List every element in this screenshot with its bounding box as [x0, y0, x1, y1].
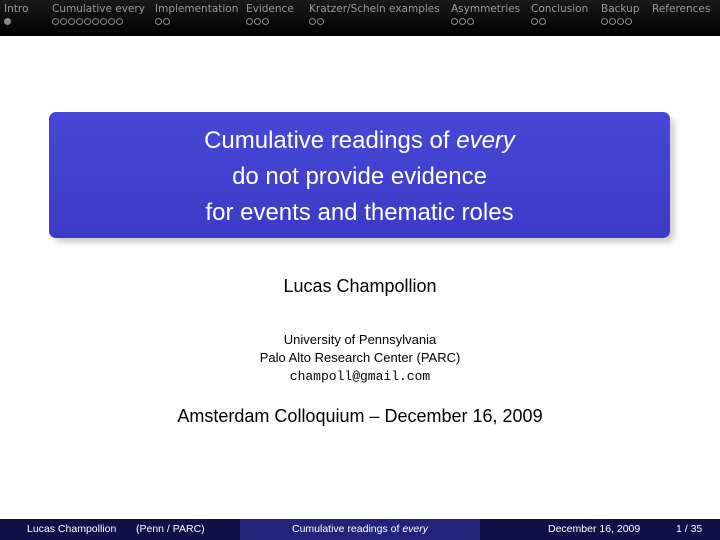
nav-section-cumulative-every[interactable]	[52, 3, 145, 27]
nav-section-implementation[interactable]	[155, 3, 238, 27]
title-prefix: Cumulative readings of	[204, 127, 457, 154]
nav-label-asymmetries: Asymmetries	[451, 3, 521, 15]
nav-dot-icon[interactable]	[108, 18, 115, 25]
title-block	[49, 112, 670, 238]
nav-section-asymmetries[interactable]	[451, 3, 520, 27]
footer-author: Lucas Champollion	[27, 523, 117, 535]
event-date: Amsterdam Colloquium – December 16, 2009	[177, 406, 543, 426]
footer-date-segment	[480, 519, 720, 540]
nav-label-implementation: Implementation	[155, 3, 239, 15]
institution-line-1: University of Pennsylvania	[283, 332, 437, 347]
footer-title-segment	[240, 519, 480, 540]
nav-section-references[interactable]	[652, 3, 710, 17]
nav-dot-icon[interactable]	[52, 18, 59, 25]
nav-dot-icon[interactable]	[601, 18, 608, 25]
nav-dot-icon[interactable]	[609, 18, 616, 25]
author-name: Lucas Champollion	[283, 276, 437, 296]
nav-dot-icon[interactable]	[451, 18, 458, 25]
title-line-1	[49, 123, 670, 159]
nav-dot-icon[interactable]	[155, 18, 162, 25]
institution-line-2: Palo Alto Research Center (PARC)	[259, 350, 461, 365]
institution-block	[0, 331, 720, 367]
title-emphasis: every	[456, 127, 515, 154]
nav-dot-icon[interactable]	[100, 18, 107, 25]
nav-section-kratzer-schein[interactable]	[309, 3, 440, 27]
nav-dots-cumulative-every	[52, 17, 145, 27]
nav-dots-asymmetries	[451, 17, 520, 27]
nav-dot-icon[interactable]	[68, 18, 75, 25]
nav-dots-kratzer-schein	[309, 17, 440, 27]
nav-dots-implementation	[155, 17, 238, 27]
nav-dot-icon[interactable]	[459, 18, 466, 25]
nav-dot-icon[interactable]	[84, 18, 91, 25]
nav-dot-icon[interactable]	[625, 18, 632, 25]
nav-dot-icon[interactable]	[60, 18, 67, 25]
footer-author-segment	[0, 519, 240, 540]
nav-dots-backup	[601, 17, 640, 27]
nav-label-evidence: Evidence	[246, 3, 294, 15]
author-email: champoll@gmail.com	[289, 369, 431, 384]
nav-dot-icon[interactable]	[254, 18, 261, 25]
title-line-2: do not provide evidence	[232, 163, 487, 190]
nav-section-backup[interactable]	[601, 3, 640, 27]
nav-dot-icon[interactable]	[4, 18, 11, 25]
nav-section-intro[interactable]	[4, 3, 28, 27]
nav-dot-icon[interactable]	[76, 18, 83, 25]
footer-affiliation: (Penn / PARC)	[136, 523, 205, 535]
nav-dot-icon[interactable]	[467, 18, 474, 25]
nav-dots-conclusion	[531, 17, 588, 27]
nav-label-intro: Intro	[4, 3, 29, 15]
nav-dot-icon[interactable]	[531, 18, 538, 25]
title-line-3: for events and thematic roles	[205, 199, 514, 226]
footer-date: December 16, 2009	[548, 523, 641, 535]
footer-page-number: 1 / 35	[676, 523, 703, 535]
nav-dot-icon[interactable]	[539, 18, 546, 25]
nav-dot-icon[interactable]	[317, 18, 324, 25]
nav-label-kratzer-schein: Kratzer/Schein examples	[309, 3, 440, 15]
nav-dots-intro	[4, 17, 28, 27]
footer	[0, 519, 720, 540]
nav-dot-icon[interactable]	[116, 18, 123, 25]
nav-dot-icon[interactable]	[246, 18, 253, 25]
footer-title-emphasis: every	[402, 523, 428, 535]
nav-dots-evidence	[246, 17, 294, 27]
nav-section-conclusion[interactable]	[531, 3, 588, 27]
nav-label-cumulative-every: Cumulative every	[52, 3, 145, 15]
nav-dot-icon[interactable]	[309, 18, 316, 25]
footer-title-prefix: Cumulative readings of	[292, 523, 403, 535]
navigation-bar	[0, 0, 720, 36]
nav-dot-icon[interactable]	[92, 18, 99, 25]
nav-dot-icon[interactable]	[262, 18, 269, 25]
nav-dot-icon[interactable]	[617, 18, 624, 25]
nav-section-evidence[interactable]	[246, 3, 294, 27]
nav-label-backup: Backup	[601, 3, 640, 15]
nav-dot-icon[interactable]	[163, 18, 170, 25]
nav-label-references: References	[652, 3, 711, 15]
nav-label-conclusion: Conclusion	[531, 3, 589, 15]
